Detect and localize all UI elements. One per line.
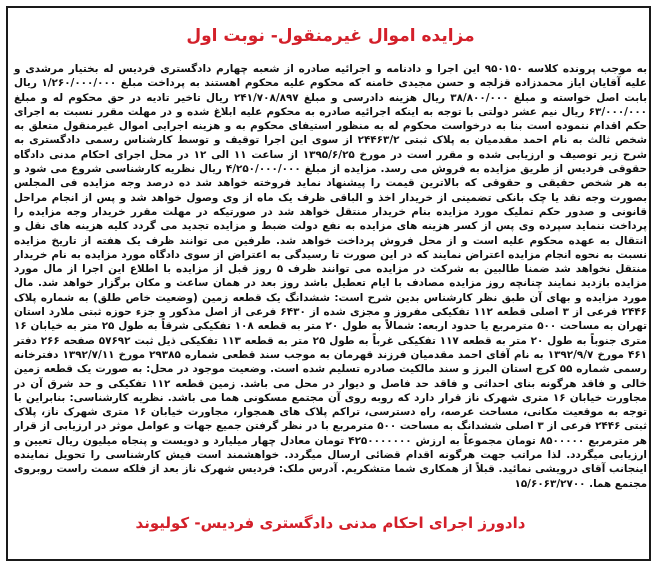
- notice-footer-signature: دادورز اجرای احکام مدنی دادگستری فردیس- کولیوند: [135, 514, 526, 532]
- notice-body-text: به موجب پرونده کلاسه ۹۵۰۱۵۰ این اجرا و دادنامه و اجرائیه صادره از شعبه چهارم دادگستری فردیس له بختیار مرشدی و علیه آقایان ایاز محمدزاده قزلجه و حسن مجیدی خامنه که محکوم علیه محکوم اهستند به پرداخت مبلغ ۱/۲۶۰/۰۰۰/۰۰۰ ریال بابت اصل خواسته و مبلغ ۳۸/۸۰۰/۰۰۰ ریال هزینه دادرسی و مبلغ ۲۴۱/۷۰۸/۸۹۷ ریال تاخیر تادیه در حق محکوم له و مبلغ ۶۳/۰۰۰/۰۰۰ ریال نیم عشر دولتی با توجه به اینکه اجرائیه صادره به محکوم علیه ابلاغ شده و در مهلت مقرر نسبت به اجرای حکم اقدام ننموده است بنا به درخواست محکوم له به منظور استیفای محکوم به و هزینه اجرایی اموال غیرمنقول متعلق به شخص ثالث به نام احمد مقدمیان به پلاک ثبتی ۲۴۴۶۳/۲ از سوی این اجرا توقیف و توسط کارشناس رسمی دادگستری به شرح زیر توصیف و ارزیابی شده و مقرر است در مورخ ۱۳۹۵/۶/۲۵ از ساعت ۱۱ الی ۱۲ در محل اجرای احکام مدنی دادگاه حقوقی فردیس از طریق مزایده به فروش می رسد. مزایده از مبلغ ۴/۲۵۰/۰۰۰/۰۰۰ ریال نظریه کارشناسی شروع می شود و به هر شخص حقیقی و حقوقی که بالاترین قیمت را پیشنهاد نماید فروخته خواهد شد ده درصد وجه مزایده فی المجلس بصورت وجه نقد یا چک بانکی تضمینی از خریدار اخذ و الباقی ظرف یک ماه از وی وصول خواهد شد و پس از انجام مراحل قانونی و صدور حکم تملیک مورد مزایده بنام خریدار منتقل خواهد شد در صورتیکه در مهلت مقرر خریدار وجه مزایده را پرداخت ننماید سپرده وی پس از کسر هزینه های مزایده به نفع دولت ضبط و مزایده تجدید می گردد کلیه هزینه های نقل و انتقال به عهده محکوم علیه است و از محل فروش پرداخت خواهد شد. طرفین می توانند ظرف یک هفته از تاریخ مزایده نسبت به نحوه انجام مزایده اعتراض نمایند که در این صورت تا رسیدگی به اعتراض از سوی دادگاه مورد مزایده به نام خریدار منتقل نخواهد شد ضمنا طالبین به شرکت در مزایده می توانند ظرف ۵ روز قبل از مزایده با اطلاع این اجرا از مال مورد مزایده بازدید نمایند چنانچه روز مزایده مصادف با ایام تعطیل باشد روز بعد در همان ساعت و مکان برگزار خواهد شد. مال مورد مزایده و بهای آن طبق نظر کارشناس بدین شرح است: ششدانگ یک قطعه زمین (وضعیت خاص طلق) به شماره پلاک ۲۴۴۶ فرعی از ۳ اصلی قطعه ۱۱۲ تفکیکی مفروز و مجزی شده از ۶۴۳۰ فرعی از اصل مذکور و جزء حوزه ثبتی ملارد استان تهران به مساحت ۵۰۰ مترمربع یا حدود اربعه: شمالاً به طول ۲۰ متر به قطعه ۱۰۸ تفکیکی شرقاً به طول ۲۵ متر به خیابان ۱۶ متری جنوباً به طول ۲۰ متر به قطعه ۱۱۷ تفکیکی غرباً به طول ۲۵ متر به قطعه ۱۱۳ تفکیکی ذیل ثبت ۵۷۶۹۲ صفحه ۲۶۶ دفتر ۴۶۱ مورخ ۱۳۹۲/۹/۷ به نام آقای احمد مقدمیان فرزند قهرمان به موجب سند قطعی شماره ۲۹۳۸۵ مورخ ۱۳۹۲/۷/۱۱ دفترخانه رسمی شماره ۵۵ کرج استان البرز و سند مالکیت صادره تسلیم شده است. وضعیت موجود در محل: به صورت یک قطعه زمین خالی و فاقد هرگونه بنای احداثی و فاقد حد فاصل و دیوار در محل می باشد. زمین قطعه ۱۱۲ تفکیکی و حد شرق آن در مجاورت خیابان ۱۶ متری شهرک ناز قرار دارد که روبه روی آن مجتمع مسکونی هما می باشد. نظریه کارشناسی: بنابراین با توجه به موقعیت مکانی، مساحت عرصه، راه دسترسی، تراکم پلاک های همجوار، مجاورت خیابان ۱۶ متری شهرک ناز، پلاک ثبتی ۲۴۴۶ فرعی از ۳ اصلی ششدانگ به مساحت ۵۰۰ مترمربع با در نظر گرفتن جمیع جهات و عوامل موثر در ارزیابی از قرار هر مترمربع ۸۵۰۰۰۰۰ تومان مجموعاً به ارزش ۴۲۵۰۰۰۰۰۰۰ تومان معادل چهار میلیارد و دویست و پنجاه میلیون ریال تعیین و ارزیابی میگردد. لذا مراتب جهت هرگونه اقدام قضائی ارسال میگردد. خواهشمند است فیش کارشناسی را تحویل نماینده اینجانب آقای درویشی نمائید. قبلاً از همکاری شما متشکریم. آدرس ملک: فردیس شهرک ناز بعد از فلکه سمت راست روبروی مجتمع هما. ۱۵/۶۰۶۳/۲۷۰۰: [14, 63, 648, 490]
- notice-title: مزایده اموال غیرمنقول- نوبت اول: [186, 26, 475, 46]
